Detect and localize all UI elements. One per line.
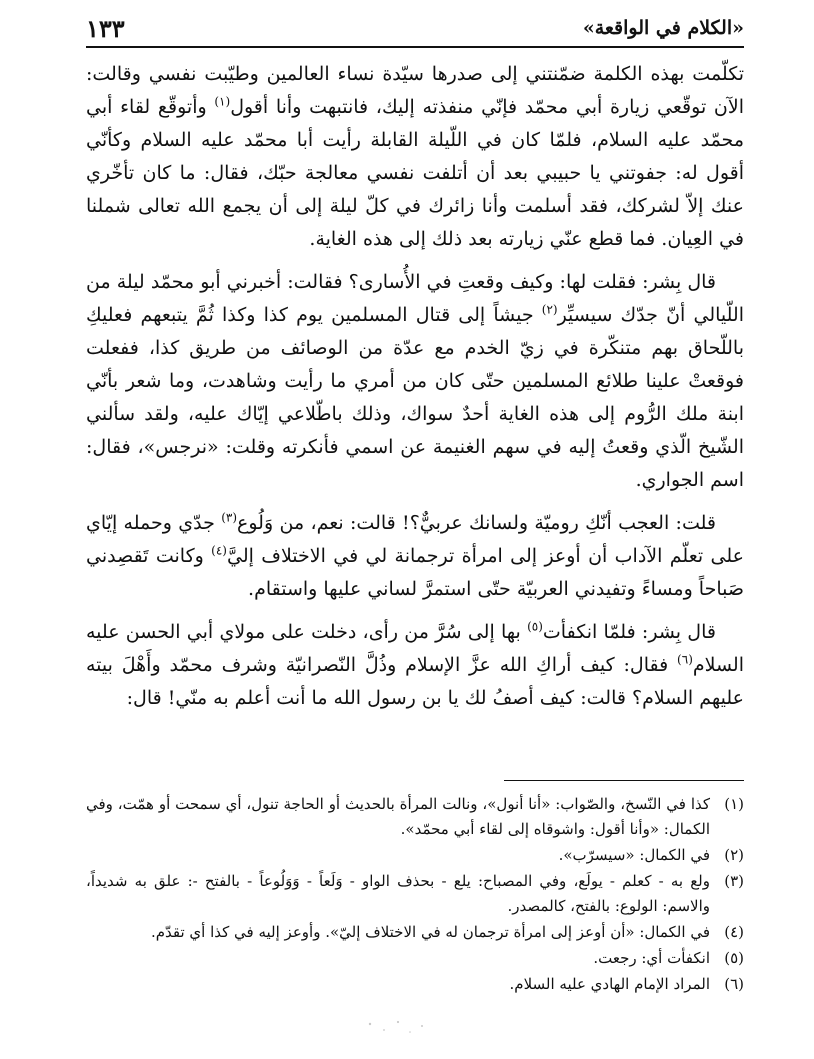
footnote-item bbox=[86, 869, 744, 919]
footnote-number: (٦) bbox=[724, 975, 744, 993]
page-number: ١٣٣ bbox=[86, 13, 125, 43]
text-run: قال بِشر: فلمّا انكفأت bbox=[542, 621, 716, 643]
text-run: جيشاً إلى قتال المسلمين يوم كذا وكذا ثُمَّ يتبعهم فعليكِ باللّحاق بهم متنكّرة في زيّ الخدم مع عدّة من الوصائف من طريق كذا، ففعلت فوقعتْ علينا طلائع المسلمين حتّى كان من أمري ما رأيت وشاهدت، وما شعر بأنّي ابنة ملك الرُّوم إلى هذه الغاية أحدٌ سواك، وذلك باطّلاعي إيّاك عليه، ولقد سألني الشّيخ الّذي وقعتُ إليه في سهم الغنيمة عن اسمي فأنكرته وقلت: «نرجس»، فقال: اسم الجواري. bbox=[86, 304, 744, 491]
footnote-text: في الكمال: «سيسرّب». bbox=[558, 846, 710, 864]
footnote-text: المراد الإمام الهادي عليه السلام. bbox=[509, 975, 710, 993]
running-title: «الكلام في الواقعة» bbox=[582, 17, 744, 39]
footnote-item bbox=[86, 972, 744, 997]
footnote-text: في الكمال: «أن أوعز إلى امرأة ترجمان له في الاختلاف إليّ». وأوعز إليه في كذا أي تقدّم. bbox=[150, 923, 710, 941]
text-run: تكلّمت بهذه الكلمة ضمّنتني إلى صدرها سيّدة نساء العالمين وطيّبت نفسي وقالت: الآن توقّعي زيارة أبي محمّد فإنّي منفذته إليك، فانتبهت وأنا أقول bbox=[86, 63, 744, 118]
paragraph bbox=[86, 266, 744, 497]
text-run: وكانت تَقصِدني صَباحاً ومساءً وتفيدني العربيّة حتّى استمرَّ لساني عليها واستقام. bbox=[86, 545, 744, 600]
paragraph bbox=[86, 616, 744, 715]
footnote-number: (٥) bbox=[724, 949, 744, 967]
page-header bbox=[86, 10, 744, 48]
footnote-item bbox=[86, 946, 744, 971]
footnote-number: (١) bbox=[724, 795, 744, 813]
footnote-marker: (٦) bbox=[677, 652, 693, 667]
footnotes bbox=[86, 792, 744, 998]
footnote-item bbox=[86, 843, 744, 868]
footnote-item bbox=[86, 920, 744, 945]
footnote-text: ولع به - كعلم - يولَع، وفي المصباح: يلع - بحذف الواو - وَلَعاً - وَوَلُوعاً - بالفتح -: علق به شديداً، والاسم: الولوع: بالفتح، كالمصدر. bbox=[86, 872, 710, 915]
footnote-marker: (٢) bbox=[541, 302, 558, 317]
footnote-marker: (٣) bbox=[221, 510, 238, 525]
paragraph bbox=[86, 507, 744, 606]
footnote-item bbox=[86, 792, 744, 842]
footnote-text: كذا في النّسخ، والصّواب: «أنا أنول»، ونالت المرأة بالحديث أو الحاجة تنول، أي سمحت أو همّت، وفي الكمال: «وأنا أقول: واشوقاه إلى لقاء أبي محمّد». bbox=[86, 795, 710, 838]
text-run: قال بِشر: فقلت لها: وكيف وقعتِ في الأُسارى؟ فقالت: أخبرني أبو محمّد ليلة من اللّيالي أنّ جدّك سيسيِّر bbox=[86, 271, 744, 326]
text-run: قلت: العجب أنّكِ روميّة ولسانك عربيٌّ؟! قالت: نعم، من وَلُوع bbox=[237, 512, 716, 534]
footnote-number: (٢) bbox=[724, 846, 744, 864]
footnote-marker: (١) bbox=[214, 94, 231, 109]
text-run: فقال: كيف أراكِ الله عزَّ الإسلام وذُلَّ النّصرانيّة وشرف محمّد وأَهْلَ بيته عليهم السلام؟ قالت: كيف أصفُ لك يا بن رسول الله ما أنت أعلم به منّي! قال: bbox=[86, 654, 744, 709]
scan-smudge-icon bbox=[350, 1012, 440, 1042]
footnote-marker: (٤) bbox=[211, 543, 227, 558]
footnote-text: انكفأت أي: رجعت. bbox=[593, 949, 710, 967]
paragraph bbox=[86, 58, 744, 256]
text-run: جدّي وحمله إيّاي على تعلّم الآداب أن أوعز إلى امرأة ترجمانة لي في الاختلاف إليَّ bbox=[86, 512, 744, 567]
text-run: بها إلى سُرَّ من رأى، دخلت على مولاي أبي الحسن عليه السلام bbox=[86, 621, 744, 676]
footnote-divider bbox=[504, 780, 744, 781]
footnote-number: (٤) bbox=[724, 923, 744, 941]
footnote-number: (٣) bbox=[724, 872, 744, 890]
main-text bbox=[86, 58, 744, 725]
text-run: وأتوقّع لقاء أبي محمّد عليه السلام، فلمّا كان في اللّيلة القابلة رأيت أبا محمّد عليه السلام وكأنّي أقول له: جفوتني يا حبيبي بعد أن أتلفت نفسي معالجة حبّك، فقال: ما كان تأخّري عنك إلاّ لشركك، فقد أسلمت وأنا زائرك في كلّ ليلة إلى أن يجمع الله تعالى شملنا في العِيان. فما قطع عنّي زيارته بعد ذلك إلى هذه الغاية. bbox=[86, 96, 744, 250]
footnote-marker: (٥) bbox=[527, 619, 543, 634]
